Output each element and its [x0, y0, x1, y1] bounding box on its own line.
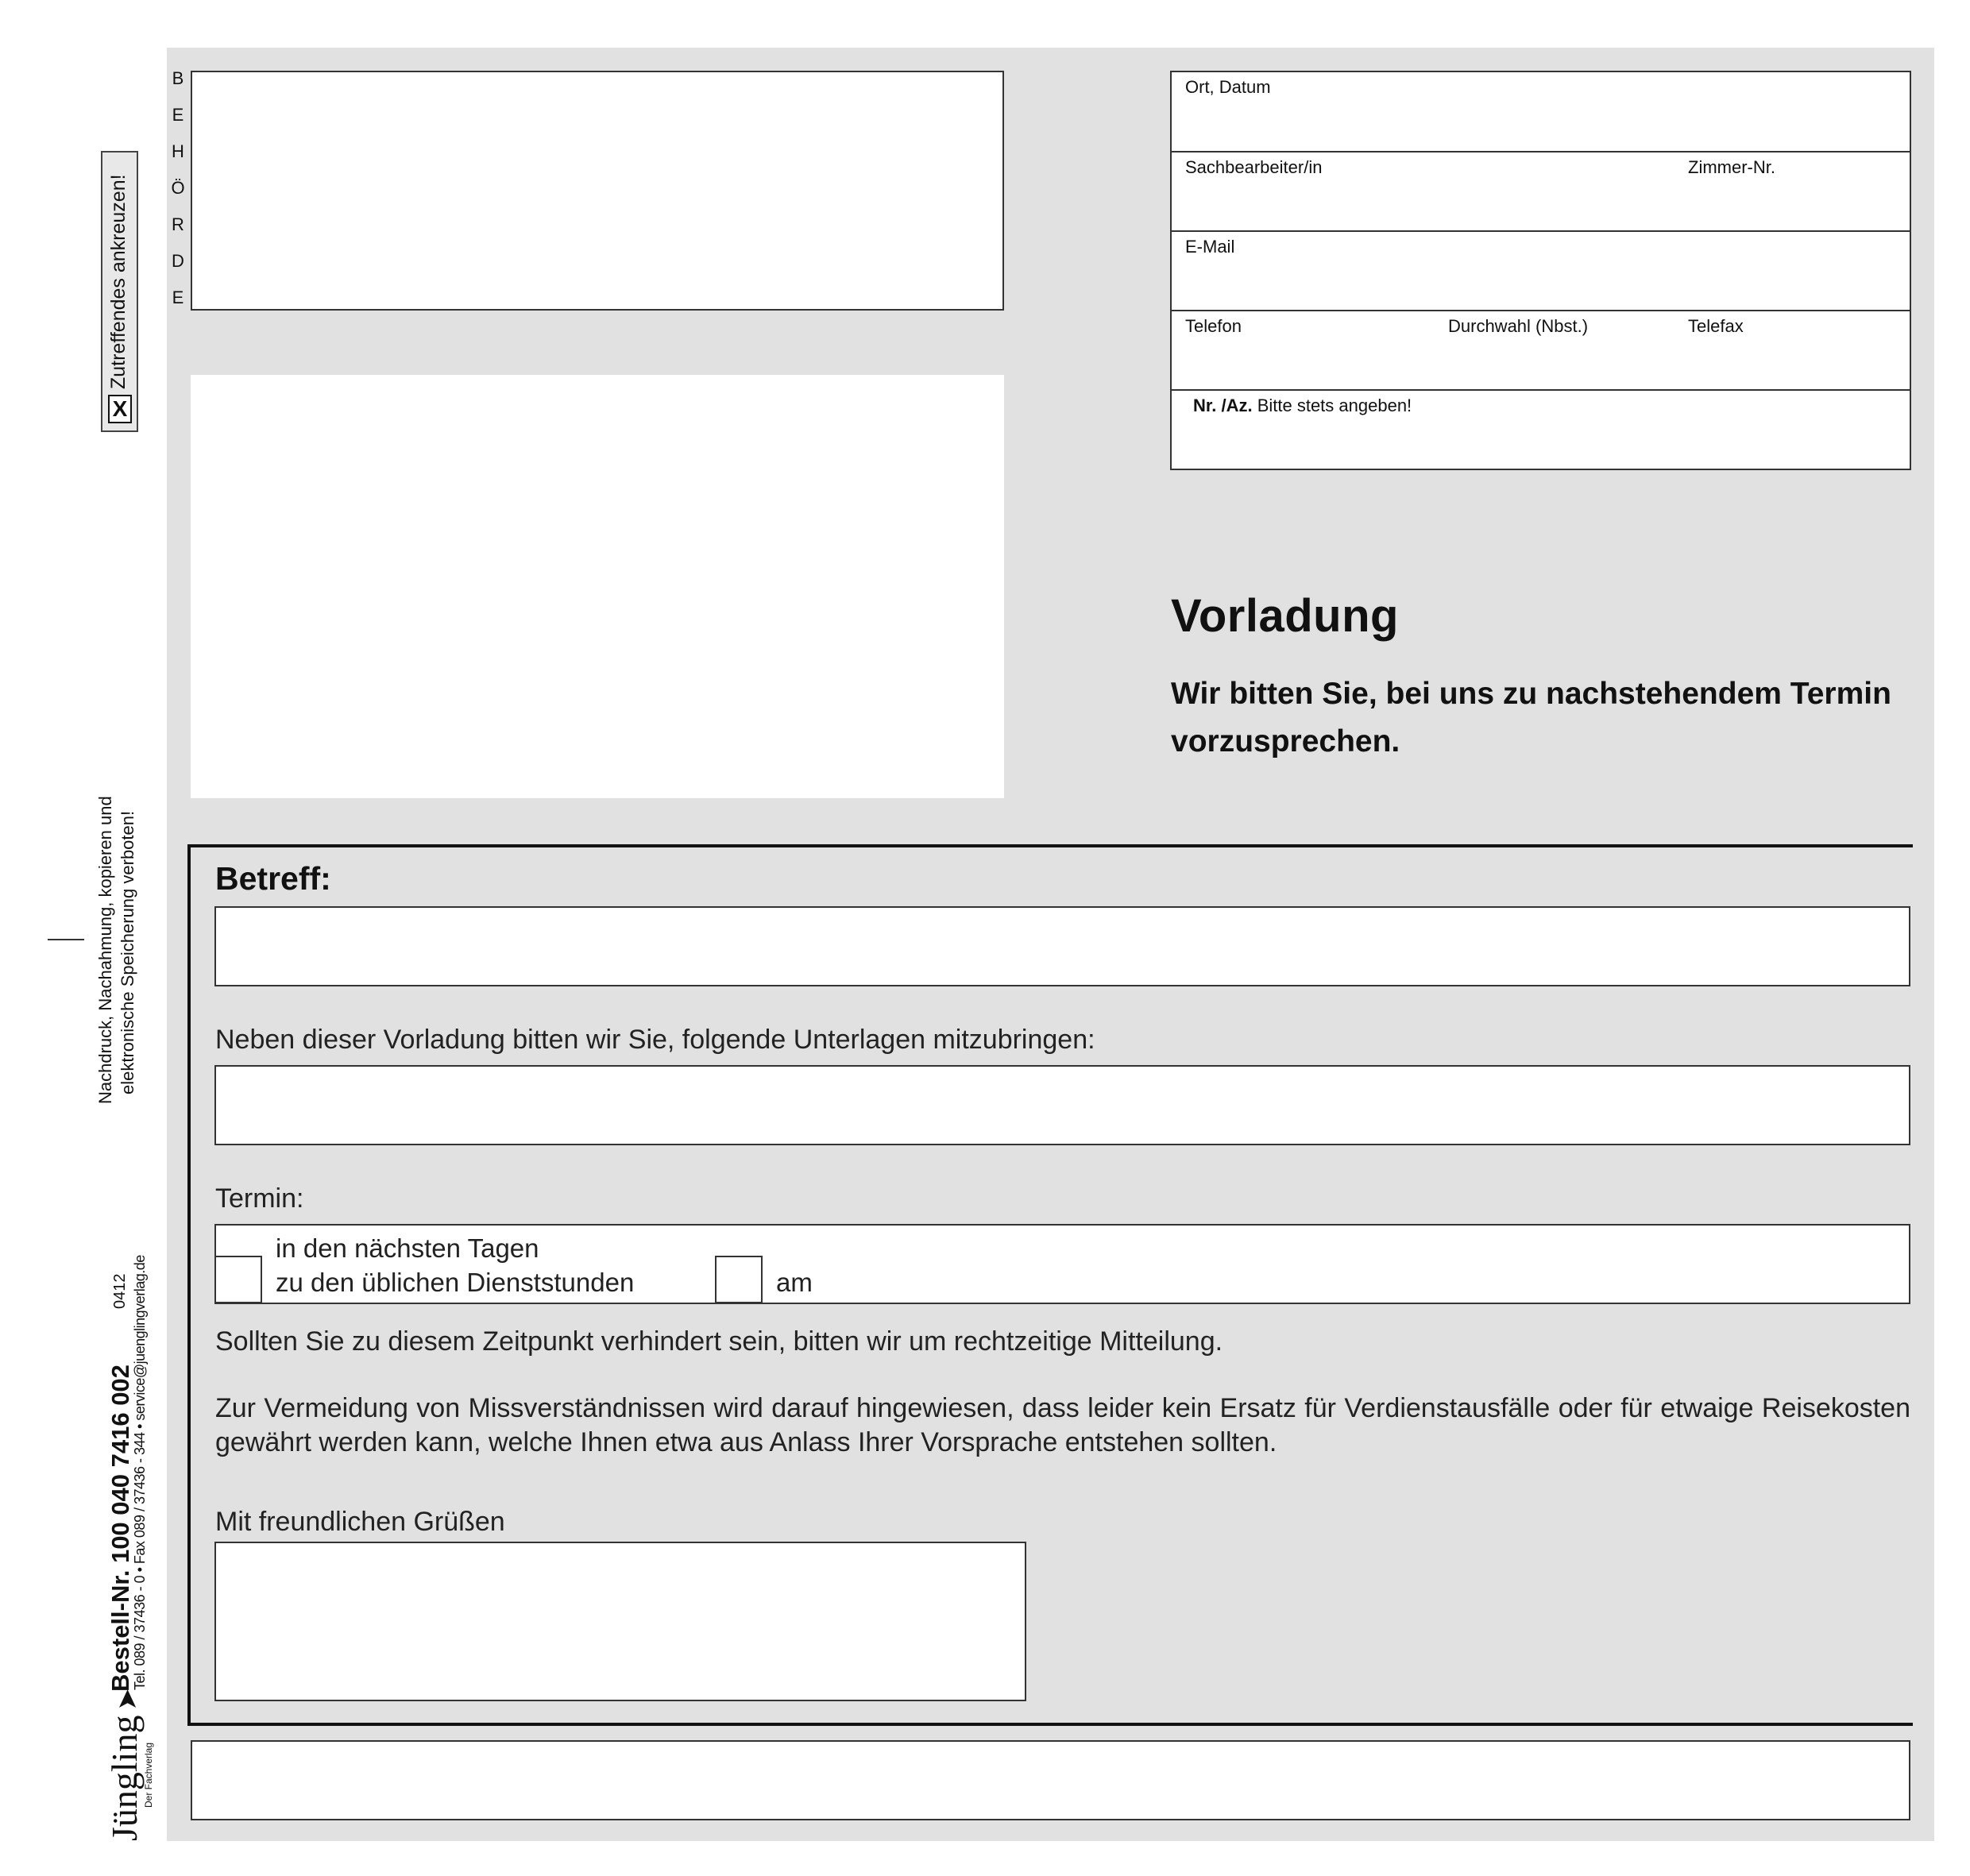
- authority-letter: Ö: [171, 178, 185, 198]
- appointment-label: Termin:: [215, 1183, 304, 1214]
- authority-letter: E: [172, 105, 184, 125]
- page-title: Vorladung: [1171, 590, 1399, 642]
- row-reference[interactable]: [1172, 391, 1910, 470]
- option-next-days-line2: zu den üblichen Dienststunden: [276, 1268, 635, 1297]
- authority-letter: E: [172, 288, 184, 307]
- authority-letter: D: [172, 251, 184, 271]
- fold-mark: [48, 939, 84, 940]
- clerk-label: Sachbearbeiter/in: [1185, 157, 1323, 177]
- order-number: Bestell-Nr. 100 040 7416 002: [106, 1365, 134, 1692]
- row-phone[interactable]: [1172, 311, 1910, 391]
- row-place-date[interactable]: [1172, 72, 1910, 152]
- row-clerk[interactable]: [1172, 152, 1910, 232]
- option-date-label: am: [776, 1268, 813, 1297]
- closing-text: Mit freundlichen Grüßen: [215, 1507, 505, 1537]
- authority-letter: B: [172, 68, 184, 88]
- checkbox-date[interactable]: [715, 1256, 763, 1303]
- documents-field[interactable]: [214, 1065, 1910, 1145]
- documents-label: Neben dieser Vorladung bitten wir Sie, folgende Unterlagen mitzubringen:: [215, 1025, 1095, 1055]
- footer-field[interactable]: [191, 1740, 1910, 1820]
- title-subline-1: Wir bitten Sie, bei uns zu nachstehendem Termin: [1171, 677, 1891, 711]
- phone-label: Telefon: [1185, 316, 1242, 336]
- mark-instruction-box: [101, 151, 138, 432]
- subject-label: Betreff:: [215, 860, 331, 897]
- extension-label: Durchwahl (Nbst.): [1448, 316, 1589, 336]
- mark-instruction-text: Zutreffendes ankreuzen!: [107, 174, 129, 389]
- notice-text: Sollten Sie zu diesem Zeitpunkt verhindert sein, bitten wir um rechtzeitige Mitteilung.: [215, 1326, 1223, 1357]
- publisher-logo: Jüngling: [104, 1715, 145, 1841]
- checked-box-icon: [108, 395, 132, 423]
- subject-field[interactable]: [214, 906, 1910, 986]
- authority-field[interactable]: [191, 71, 1004, 311]
- copyright-line-1: Nachdruck, Nachahmung, kopieren und: [95, 796, 115, 1104]
- publisher-tagline: Der Fachverlag: [143, 1742, 154, 1808]
- checkbox-next-days[interactable]: [214, 1256, 262, 1303]
- fax-label: Telefax: [1688, 316, 1744, 336]
- title-subline-2: vorzusprechen.: [1171, 724, 1400, 759]
- authority-letter: R: [172, 214, 184, 234]
- info-table: [1170, 71, 1911, 470]
- checkmark-x: X: [112, 396, 128, 421]
- option-next-days-line1: in den nächsten Tagen: [276, 1233, 539, 1263]
- row-email[interactable]: [1172, 232, 1910, 311]
- recipient-address-field[interactable]: [191, 375, 1004, 798]
- signature-field[interactable]: [214, 1542, 1026, 1701]
- publisher-contact: Tel. 089 / 37436 - 0 • Fax 089 / 37436 - 344 • service@juenglingverlag.de: [132, 1255, 148, 1690]
- room-label: Zimmer-Nr.: [1688, 157, 1775, 177]
- place-date-label: Ort, Datum: [1185, 77, 1271, 97]
- reference-bold: Nr. /Az.: [1193, 396, 1253, 415]
- copyright-line-2: elektronische Speicherung verboten!: [118, 810, 137, 1094]
- email-label: E-Mail: [1185, 237, 1235, 257]
- logo-arrow-icon: ➤: [114, 1689, 141, 1710]
- disclaimer-text: Zur Vermeidung von Missverständnissen wird darauf hingewiesen, dass leider kein Ersatz für Verdienstausfälle oder für etwaige Reisekosten gewährt werden kann, welche Ihnen etwa aus Anlass Ihrer Vorsprache entstehen sollten.: [215, 1393, 1910, 1457]
- reference-note: Bitte stets angeben!: [1257, 396, 1412, 415]
- authority-letter: H: [172, 141, 184, 161]
- reference-label: [1193, 396, 1412, 416]
- edition-code: 0412: [111, 1273, 129, 1309]
